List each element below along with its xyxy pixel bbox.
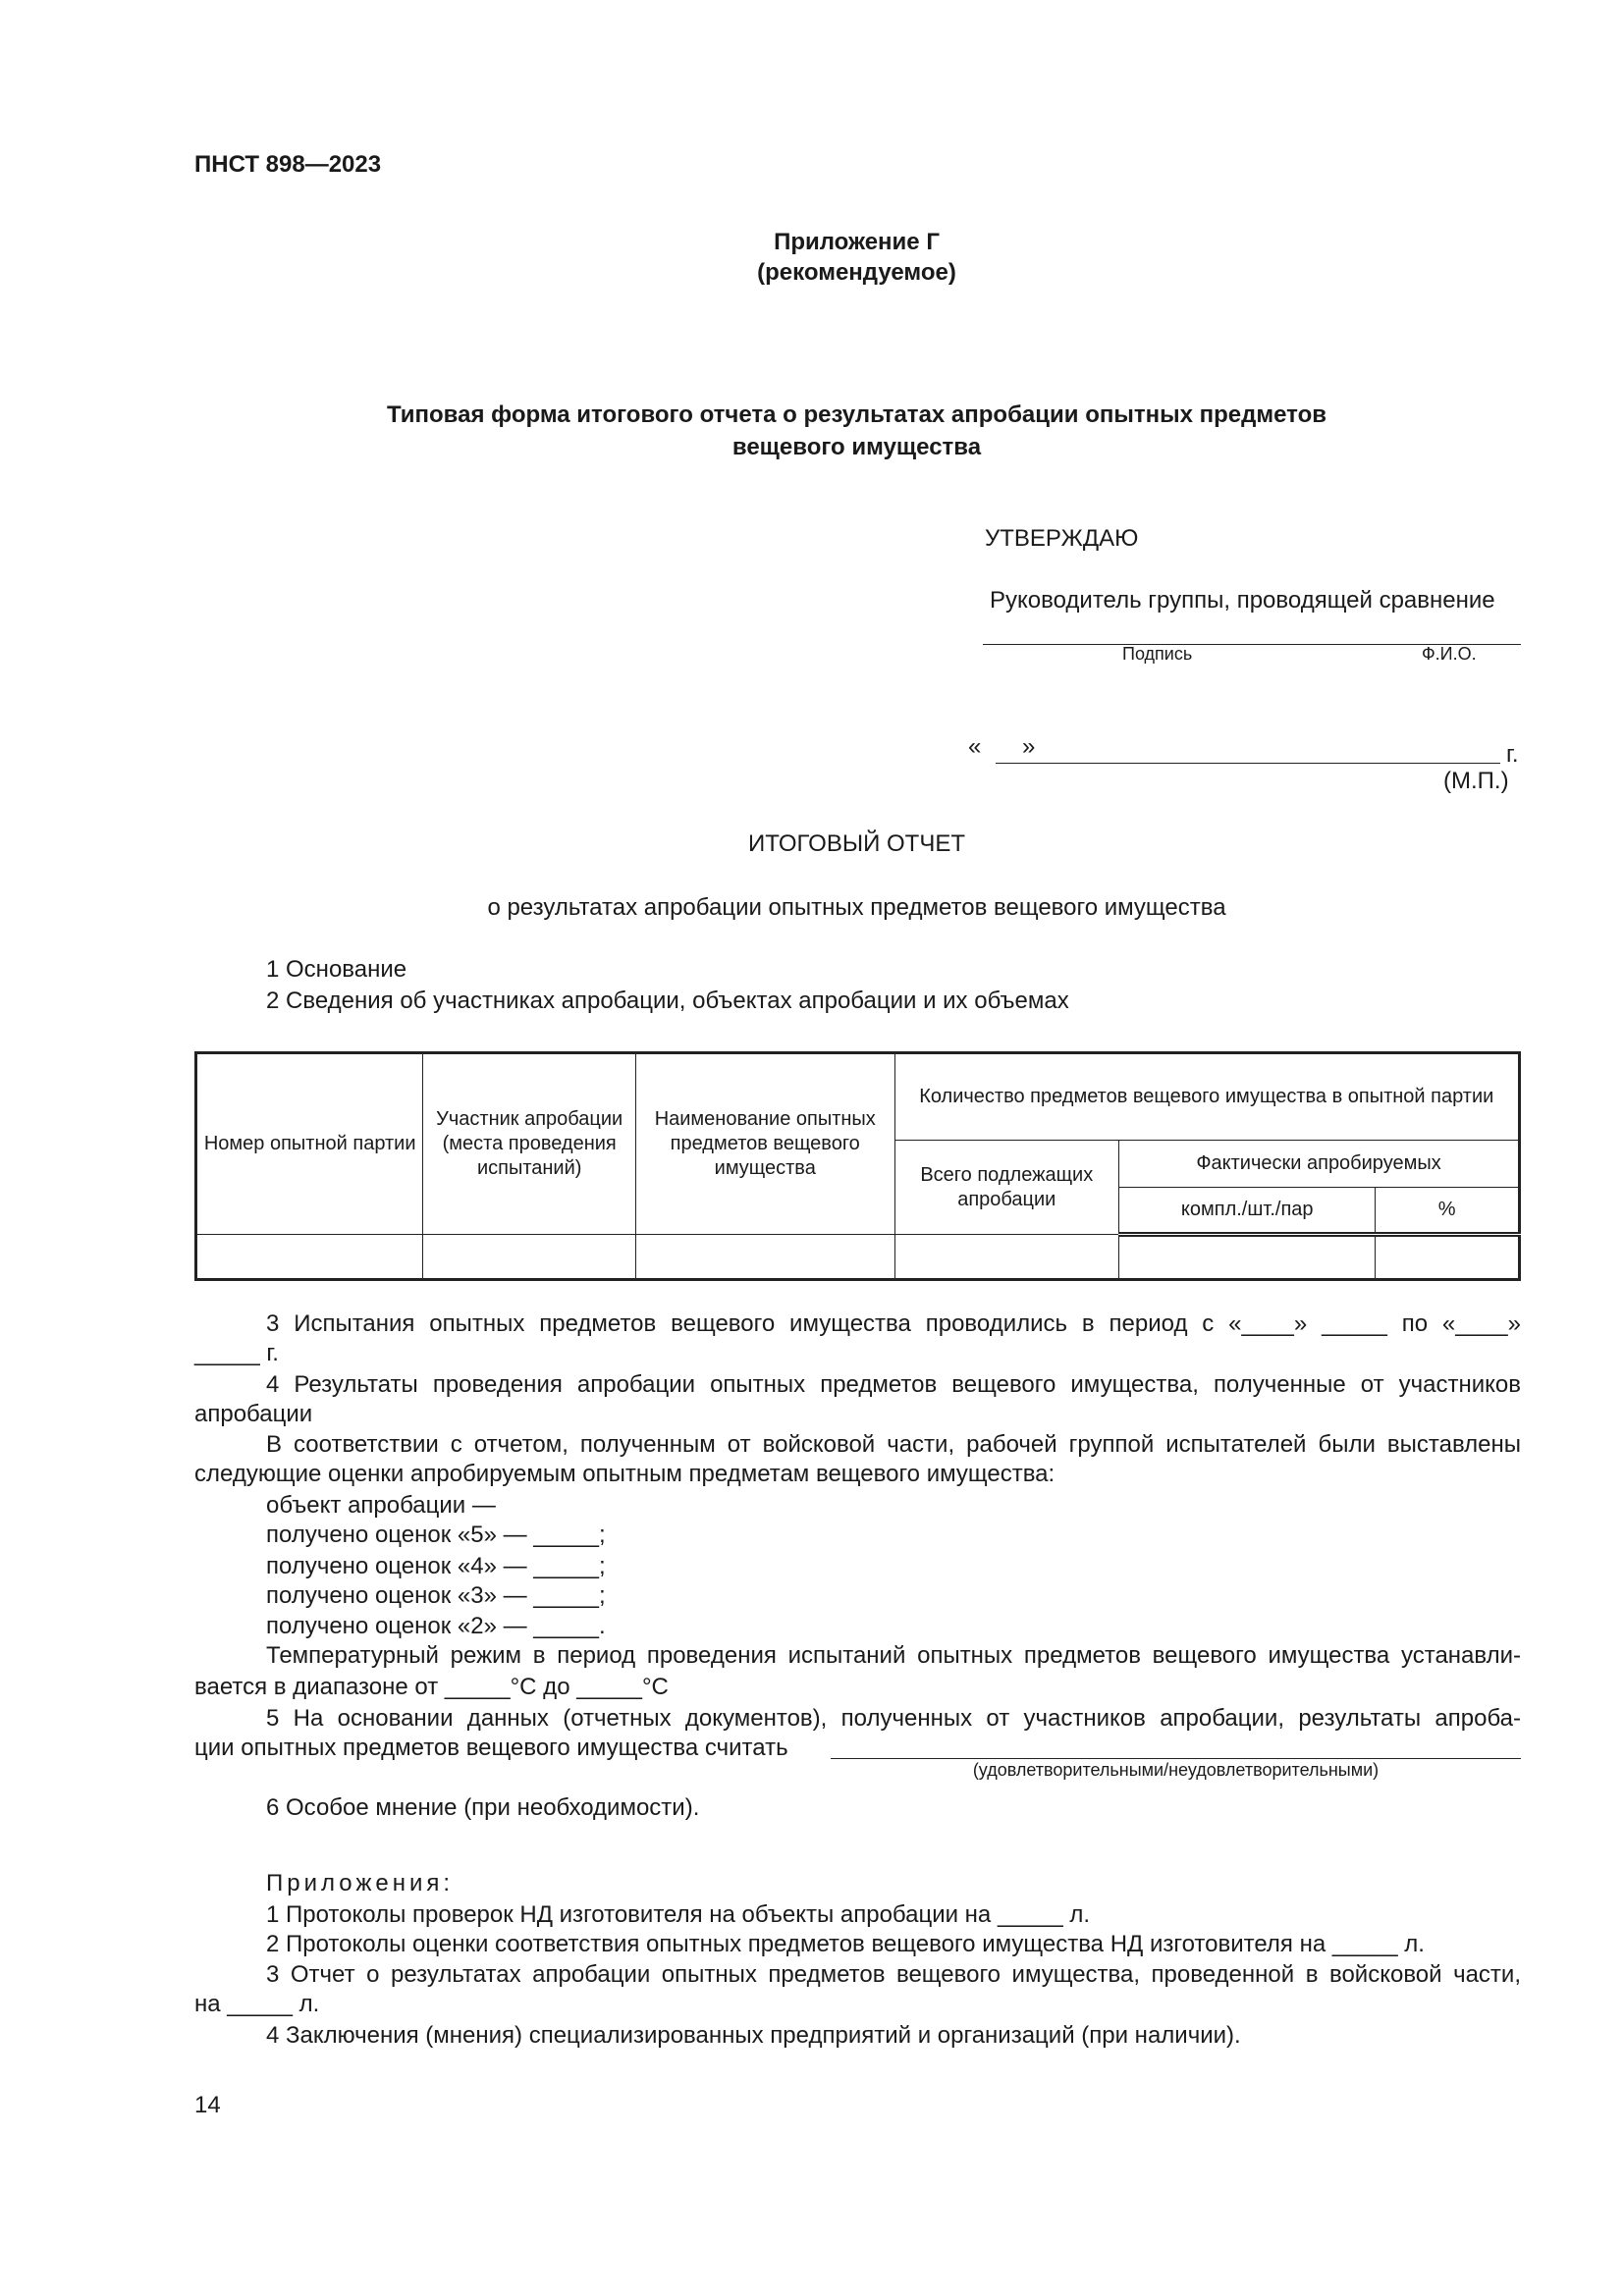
para-4-line-2: апробации — [194, 1401, 313, 1427]
para-5-line-1: 5 На основании данных (отчетных документов), полученных от участников апробации, результаты апроба- — [266, 1705, 1521, 1732]
name-label: Ф.И.О. — [1422, 644, 1477, 664]
para-4-line-1: 4 Результаты проведения апробации опытных предметов вещевого имущества, полученные от участников — [266, 1371, 1521, 1398]
cell-item-name[interactable] — [635, 1235, 894, 1280]
cell-percent[interactable] — [1376, 1235, 1520, 1280]
approver-role: Руководитель группы, проводящей сравнение — [990, 587, 1495, 614]
grade-2-line: получено оценок «2» — _____. — [266, 1613, 606, 1639]
attachment-1: 1 Протоколы проверок НД изготовителя на объекты апробации на _____ л. — [266, 1901, 1091, 1928]
document-code: ПНСТ 898—2023 — [194, 151, 382, 178]
appendix-title: Приложение Г — [774, 229, 940, 255]
attachment-2: 2 Протоколы оценки соответствия опытных предметов вещевого имущества НД изготовителя на _____ л. — [266, 1931, 1425, 1957]
attachment-3-line-2: на _____ л. — [194, 1991, 320, 2017]
form-title-line-1: Типовая форма итогового отчета о результатах апробации опытных предметов — [387, 401, 1326, 428]
grade-4-line: получено оценок «4» — _____; — [266, 1553, 606, 1579]
para-assessment-line-2: следующие оценки апробируемым опытным предметам вещевого имущества: — [194, 1461, 1056, 1487]
para-3-line-1: 3 Испытания опытных предметов вещевого имущества проводились в период с «____» _____ по «____» — [266, 1310, 1521, 1337]
date-quote-close: » — [1022, 733, 1036, 760]
header-batch-number: Номер опытной партии — [196, 1053, 423, 1235]
cell-batch-number[interactable] — [196, 1235, 423, 1280]
attachments-heading: Приложения: — [266, 1870, 455, 1896]
grade-3-line: получено оценок «3» — _____; — [266, 1582, 606, 1609]
form-title-line-2: вещевого имущества — [731, 434, 982, 460]
stamp-label: (М.П.) — [1443, 768, 1509, 794]
participants-table — [194, 1051, 1521, 1281]
date-quote-open: « — [968, 733, 982, 760]
item-basis: 1 Основание — [266, 956, 407, 983]
header-participant: Участник апробации (места проведения испытаний) — [423, 1053, 636, 1235]
header-units: компл./шт./пар — [1119, 1188, 1376, 1235]
para-5-line-2: ции опытных предметов вещевого имущества считать — [194, 1735, 788, 1761]
para-3-line-2: _____ г. — [194, 1340, 279, 1366]
cell-participant[interactable] — [423, 1235, 636, 1280]
cell-units[interactable] — [1119, 1235, 1376, 1280]
cell-total[interactable] — [894, 1235, 1119, 1280]
result-hint: (удовлетворительными/неудовлетворительными) — [972, 1760, 1380, 1780]
header-item-name: Наименование опытных предметов вещевого имущества — [635, 1053, 894, 1235]
para-assessment-line-1: В соответствии с отчетом, полученным от войсковой части, рабочей группой испытателей были выставлены — [266, 1431, 1521, 1458]
header-actual: Фактически апробируемых — [1119, 1141, 1520, 1188]
date-line[interactable] — [996, 763, 1500, 764]
year-suffix: г. — [1506, 741, 1519, 768]
attachment-3-line-1: 3 Отчет о результатах апробации опытных предметов вещевого имущества, проведенной в войсковой части, — [266, 1961, 1521, 1988]
attachment-4: 4 Заключения (мнения) специализированных предприятий и организаций (при наличии). — [266, 2022, 1241, 2049]
header-quantity: Количество предметов вещевого имущества в опытной партии — [894, 1053, 1520, 1141]
report-subtitle: о результатах апробации опытных предметов вещевого имущества — [487, 894, 1226, 921]
page-number: 14 — [194, 2092, 221, 2118]
header-percent: % — [1376, 1188, 1520, 1235]
report-title: ИТОГОВЫЙ ОТЧЕТ — [748, 830, 965, 857]
grade-5-line: получено оценок «5» — _____; — [266, 1522, 606, 1548]
object-line: объект апробации — — [266, 1492, 496, 1519]
approve-label: УТВЕРЖДАЮ — [985, 525, 1139, 552]
temperature-line-1: Температурный режим в период проведения испытаний опытных предметов вещевого имущества устанавли- — [266, 1642, 1521, 1669]
appendix-subtitle: (рекомендуемое) — [757, 259, 956, 286]
signature-label: Подпись — [1122, 644, 1193, 664]
item-participants: 2 Сведения об участниках апробации, объектах апробации и их объемах — [266, 988, 1069, 1014]
temperature-line-2: вается в диапазоне от _____°С до _____°С — [194, 1674, 669, 1700]
table-row — [196, 1235, 1520, 1280]
header-total: Всего подлежащих апробации — [894, 1141, 1119, 1235]
para-6: 6 Особое мнение (при необходимости). — [266, 1794, 700, 1821]
